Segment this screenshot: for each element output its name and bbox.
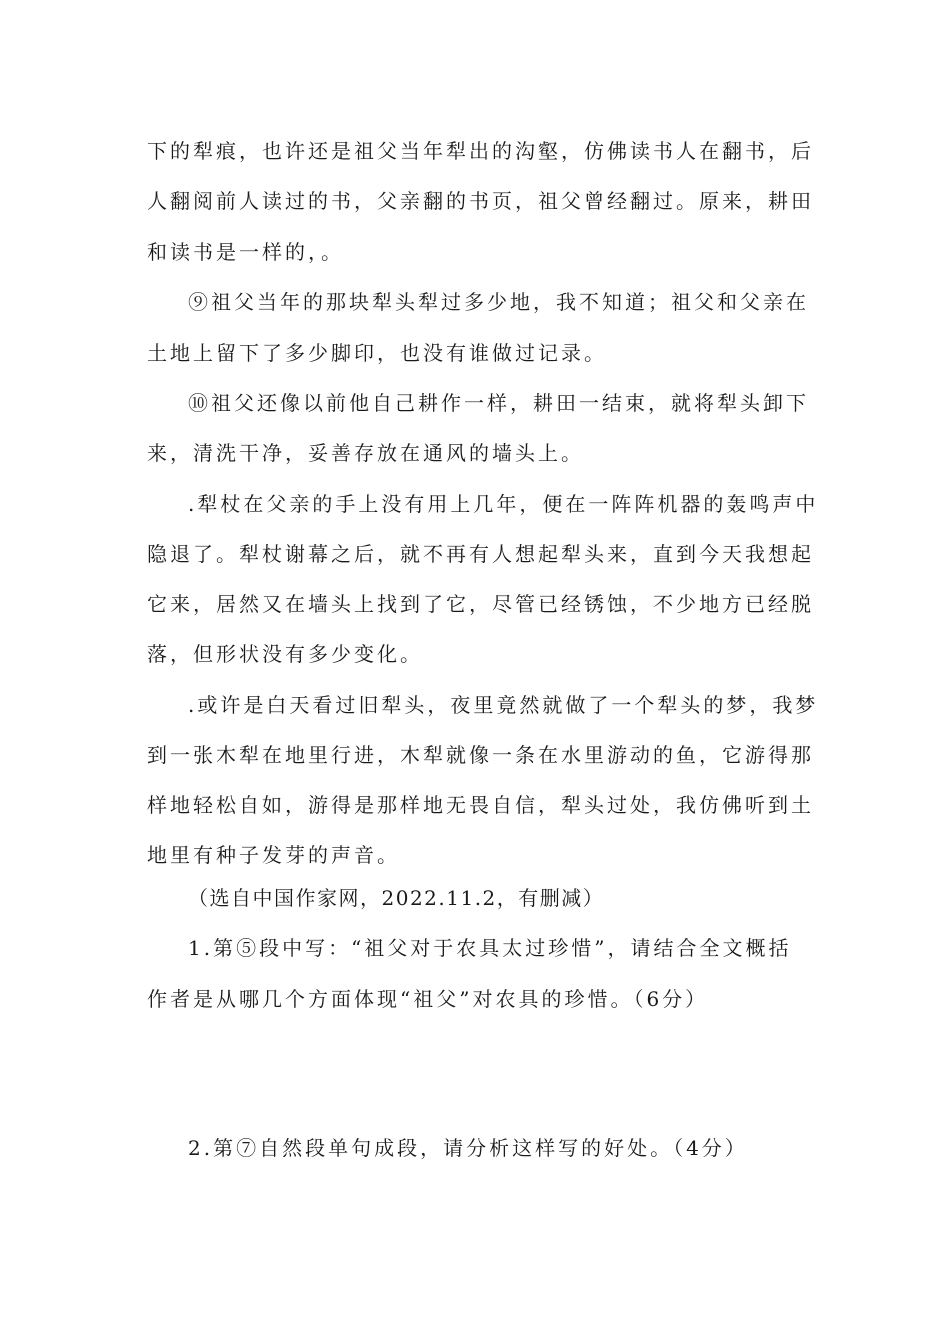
paragraph-8-line-2: 人翻阅前人读过的书，父亲翻的书页，祖父曾经翻过。原来，耕田 xyxy=(147,189,814,213)
question-1-line-1: 1.第⑤段中写：“祖父对于农具太过珍惜”，请结合全文概括 xyxy=(188,936,792,960)
paragraph-12-line-3: 样地轻松自如，游得是那样地无畏自信，犁头过处，我仿佛听到土 xyxy=(147,793,814,817)
paragraph-9-line-1: ⑨祖父当年的那块犁头犁过多少地，我不知道；祖父和父亲在 xyxy=(188,290,809,314)
paragraph-10-line-2: 来，清洗干净，妥善存放在通风的墙头上。 xyxy=(147,441,584,465)
source-citation: （选自中国作家网，2022.11.2，有删减） xyxy=(188,886,605,910)
paragraph-9-line-2: 土地上留下了多少脚印，也没有谁做过记录。 xyxy=(147,341,607,365)
paragraph-8-line-3: 和读书是一样的，。 xyxy=(147,240,344,264)
paragraph-12-line-2: 到一张木犁在地里行进，木犁就像一条在水里游动的鱼，它游得那 xyxy=(147,743,814,767)
paragraph-11-line-2: 隐退了。犁杖谢幕之后，就不再有人想起犁头来，直到今天我想起 xyxy=(147,542,814,566)
paragraph-12-line-4: 地里有种子发芽的声音。 xyxy=(147,843,400,867)
paragraph-12-line-1: .或许是白天看过旧犁头，夜里竟然就做了一个犁头的梦，我梦 xyxy=(188,693,819,717)
question-1-line-2: 作者是从哪几个方面体现“祖父”对农具的珍惜。（6分） xyxy=(147,987,709,1011)
paragraph-11-line-3: 它来，居然又在墙头上找到了它，尽管已经锈蚀，不少地方已经脱 xyxy=(147,592,814,616)
paragraph-11-line-1: .犁杖在父亲的手上没有用上几年，便在一阵阵机器的轰鸣声中 xyxy=(188,492,819,516)
paragraph-11-line-4: 落，但形状没有多少变化。 xyxy=(147,642,423,666)
paragraph-10-line-1: ⑩祖父还像以前他自己耕作一样，耕田一结束，就将犁头卸下 xyxy=(188,391,809,415)
question-2-line-1: 2.第⑦自然段单句成段，请分析这样写的好处。（4分） xyxy=(188,1136,748,1160)
paragraph-8-line-1: 下的犁痕，也许还是祖父当年犁出的沟壑，仿佛读书人在翻书，后 xyxy=(147,139,814,163)
